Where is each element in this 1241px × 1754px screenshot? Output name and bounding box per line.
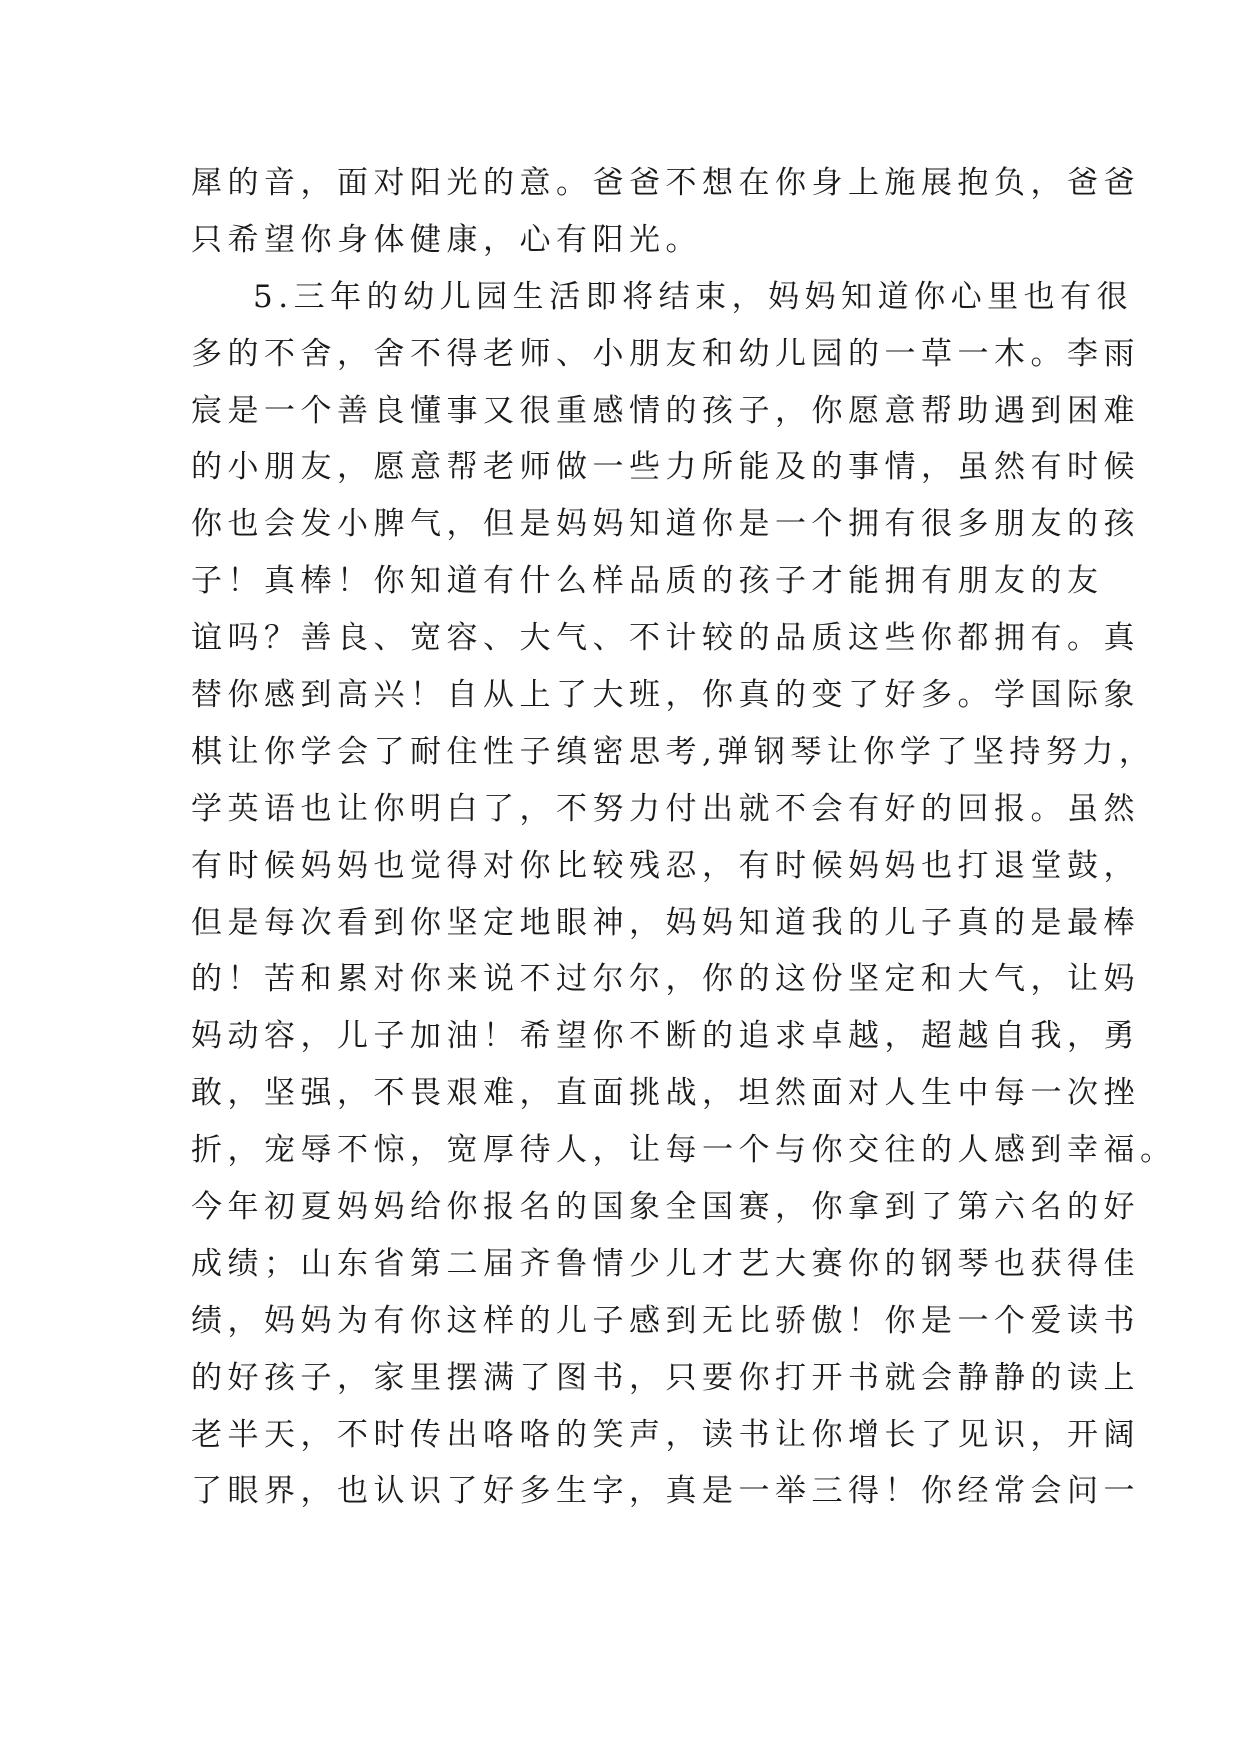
text-line: 多的不舍，舍不得老师、小朋友和幼儿园的一草一木。李雨	[191, 335, 1140, 372]
text-line: 的好孩子，家里摆满了图书，只要你打开书就会静静的读上	[191, 1359, 1140, 1396]
text-line: 敢，坚强，不畏艰难，直面挑战，坦然面对人生中每一次挫	[191, 1075, 1140, 1112]
text-line: 棋让你学会了耐住性子缜密思考,弹钢琴让你学了坚持努力，	[191, 733, 1156, 770]
text-line: 替你感到高兴！自从上了大班，你真的变了好多。学国际象	[191, 677, 1140, 714]
text-line: 谊吗？善良、宽容、大气、不计较的品质这些你都拥有。真	[191, 620, 1140, 657]
text-line: 宸是一个善良懂事又很重感情的孩子，你愿意帮助遇到困难	[191, 392, 1140, 429]
text-line: 子！真棒！你知道有什么样品质的孩子才能拥有朋友的友	[191, 563, 1104, 600]
body-text	[191, 155, 1177, 1520]
text-line: 犀的音，面对阳光的意。爸爸不想在你身上施展抱负，爸爸	[191, 165, 1140, 201]
text-line: 今年初夏妈妈给你报名的国象全国赛，你拿到了第六名的好	[191, 1189, 1140, 1226]
text-line: 只希望你身体健康，心有阳光。	[191, 221, 702, 258]
text-line: 折，宠辱不惊，宽厚待人，让每一个与你交往的人感到幸福。	[191, 1132, 1177, 1169]
text-line: 但是每次看到你坚定地眼神，妈妈知道我的儿子真的是最棒	[191, 904, 1140, 941]
text-line: 的小朋友，愿意帮老师做一些力所能及的事情，虽然有时候	[191, 449, 1140, 486]
text-line: 成绩；山东省第二届齐鲁情少儿才艺大赛你的钢琴也获得佳	[191, 1245, 1140, 1282]
text-line: 你也会发小脾气，但是妈妈知道你是一个拥有很多朋友的孩	[191, 506, 1140, 543]
text-line: 老半天，不时传出咯咯的笑声，读书让你增长了见识，开阔	[191, 1416, 1140, 1453]
text-line: 的！苦和累对你来说不过尔尔，你的这份坚定和大气，让妈	[191, 961, 1140, 998]
text-line: 绩，妈妈为有你这样的儿子感到无比骄傲！你是一个爱读书	[191, 1302, 1140, 1339]
text-line: 妈动容，儿子加油！希望你不断的追求卓越，超越自我，勇	[191, 1018, 1140, 1055]
paragraph-start-line: 5.三年的幼儿园生活即将结束，妈妈知道你心里也有很	[253, 278, 1134, 315]
text-line: 学英语也让你明白了，不努力付出就不会有好的回报。虽然	[191, 790, 1140, 827]
text-line: 有时候妈妈也觉得对你比较残忍，有时候妈妈也打退堂鼓，	[191, 847, 1140, 884]
text-line: 了眼界，也认识了好多生字，真是一举三得！你经常会问一	[191, 1473, 1140, 1510]
